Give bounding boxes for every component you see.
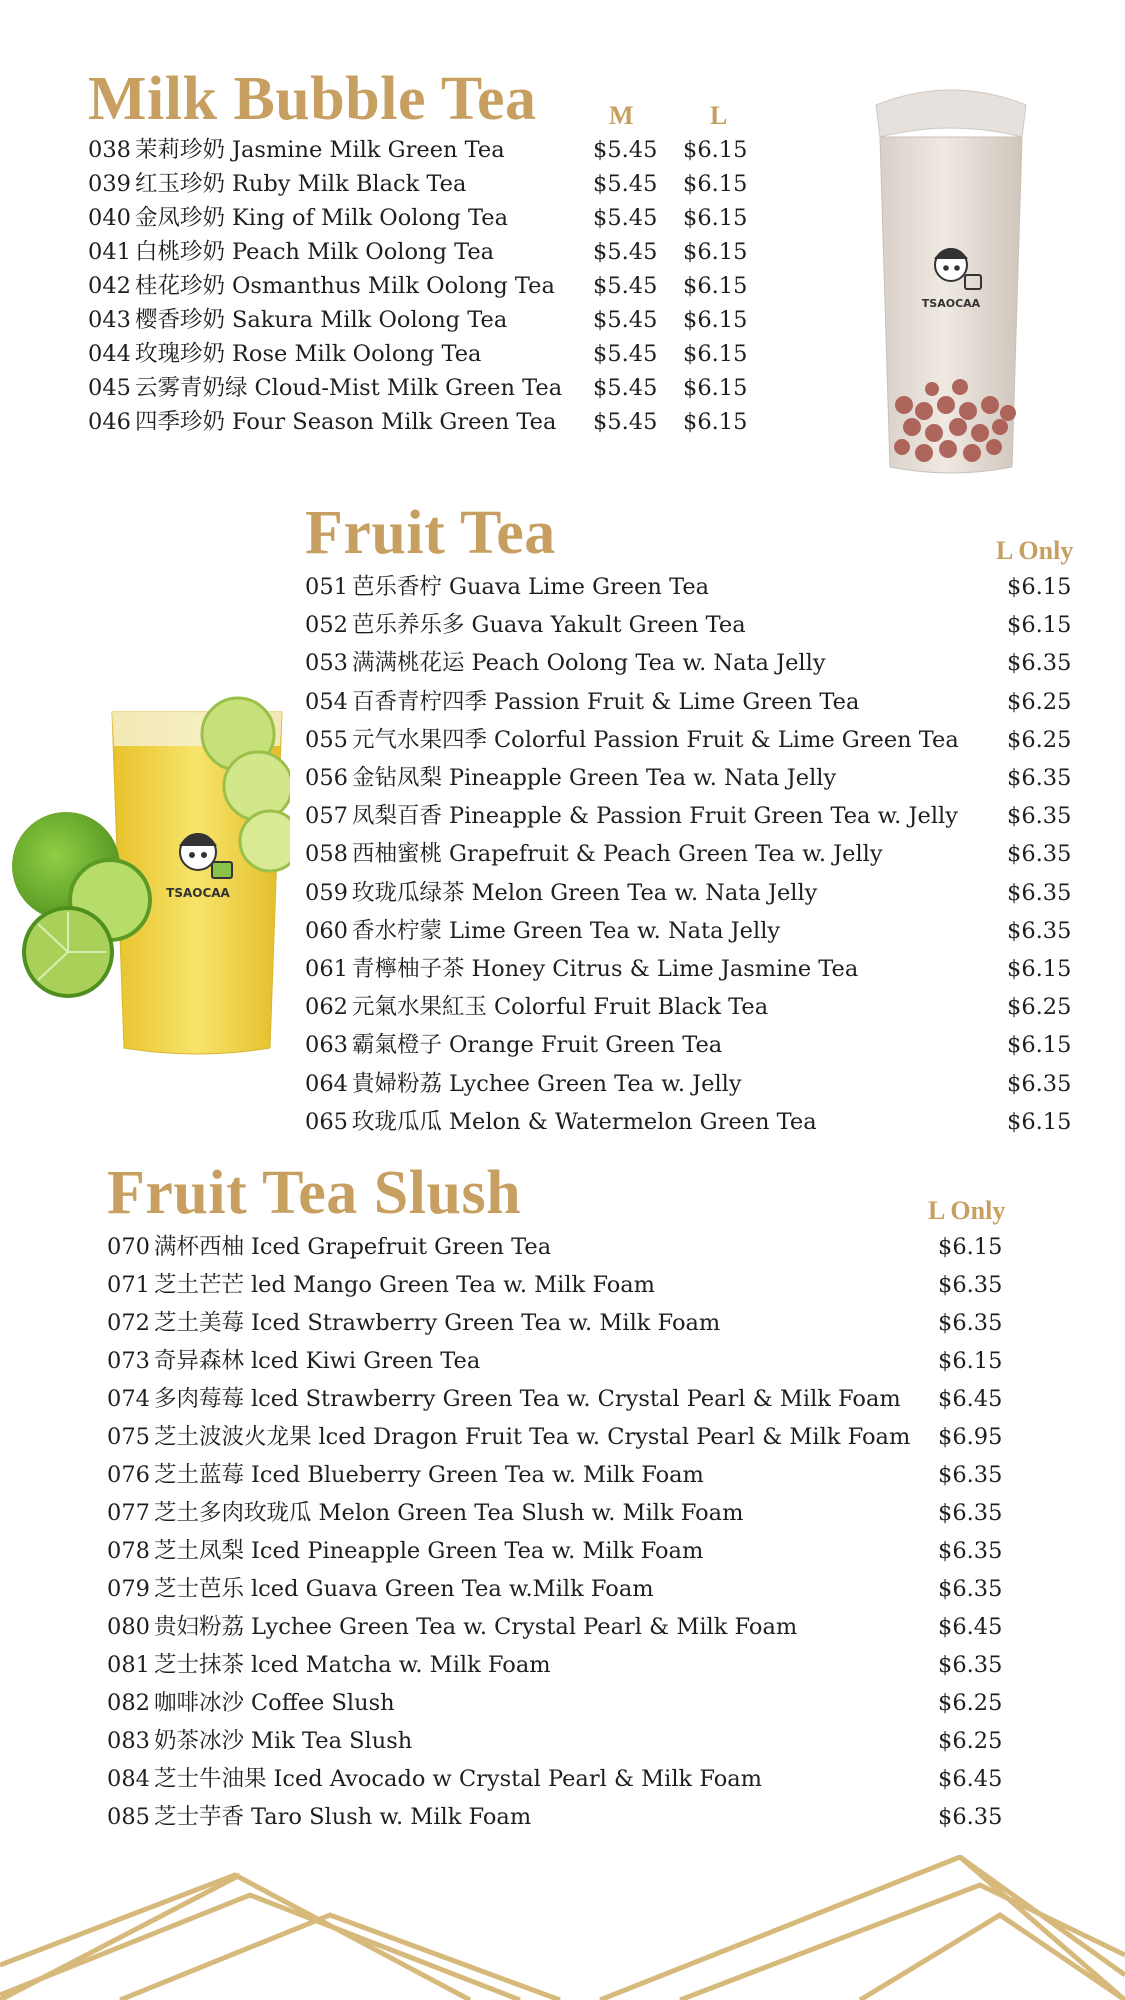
section-title-fruit-tea-slush: Fruit Tea Slush	[107, 1159, 522, 1227]
item-price: $5.45	[593, 307, 658, 333]
menu-item	[88, 167, 466, 201]
menu-item	[107, 1268, 655, 1302]
item-english-name: Coffee Slush	[250, 1690, 395, 1716]
item-code: 060	[305, 917, 348, 944]
item-english-name: Taro Slush w. Milk Foam	[250, 1804, 532, 1830]
menu-item	[305, 761, 836, 795]
item-code: 071	[107, 1272, 150, 1298]
item-chinese-name: 霸氣橙子	[351, 1032, 442, 1059]
item-chinese-name: 芝士芋香	[153, 1804, 244, 1830]
item-chinese-name: 芝士抹茶	[153, 1652, 244, 1678]
item-code: 042	[88, 273, 131, 299]
cup-brand-text-fruit: TSAOCAA	[166, 886, 230, 900]
item-price: $6.35	[1007, 917, 1072, 944]
item-price: $6.35	[1007, 803, 1072, 830]
menu-item	[305, 990, 768, 1024]
item-code: 084	[107, 1766, 150, 1792]
item-code: 075	[107, 1424, 150, 1450]
menu-item	[305, 914, 780, 948]
item-price: $6.45	[938, 1614, 1003, 1640]
item-english-name: Guava Lime Green Tea	[448, 574, 710, 600]
item-price: $6.25	[1007, 994, 1072, 1021]
item-chinese-name: 奇异森林	[153, 1348, 244, 1374]
item-chinese-name: 贵妇粉荔	[153, 1614, 244, 1640]
item-price: $6.35	[938, 1500, 1003, 1526]
item-chinese-name: 云雾青奶绿	[134, 375, 248, 401]
item-english-name: Honey Citrus & Lime Jasmine Tea	[471, 956, 859, 982]
item-price: $6.35	[1007, 879, 1072, 906]
item-english-name: Passion Fruit & Lime Green Tea	[493, 688, 860, 715]
menu-item	[88, 371, 562, 405]
item-chinese-name: 茉莉珍奶	[134, 137, 225, 163]
section-title-milk-bubble-tea: Milk Bubble Tea	[88, 65, 537, 133]
item-english-name: Mik Tea Slush	[250, 1728, 413, 1754]
item-chinese-name: 元氣水果紅玉	[351, 994, 487, 1021]
item-code: 054	[305, 688, 348, 715]
item-code: 045	[88, 375, 131, 401]
item-code: 039	[88, 171, 131, 197]
item-chinese-name: 芝土多肉玫珑瓜	[153, 1500, 312, 1526]
item-price: $6.15	[1007, 1032, 1072, 1059]
item-chinese-name: 玫瑰珍奶	[134, 341, 225, 367]
item-english-name: Melon Green Tea Slush w. Milk Foam	[318, 1500, 744, 1526]
item-price: $6.35	[938, 1462, 1003, 1488]
size-label-l-only-fruit: L Only	[996, 536, 1074, 565]
item-price: $6.35	[938, 1272, 1003, 1298]
item-english-name: Pineapple Green Tea w. Nata Jelly	[448, 765, 837, 791]
item-english-name: lced Strawberry Green Tea w. Crystal Pearl & Milk Foam	[250, 1386, 901, 1412]
item-chinese-name: 玫珑瓜瓜	[351, 1108, 442, 1135]
item-english-name: Iced Blueberry Green Tea w. Milk Foam	[250, 1462, 704, 1488]
item-price: $6.25	[938, 1690, 1003, 1716]
menu-item	[305, 952, 858, 986]
item-price: $6.25	[1007, 726, 1072, 753]
menu-item	[305, 646, 826, 680]
item-english-name: Jasmine Milk Green Tea	[231, 137, 505, 163]
item-price: $5.45	[593, 375, 658, 401]
item-chinese-name: 青檸柚子茶	[351, 956, 465, 982]
item-price: $6.35	[938, 1652, 1003, 1678]
item-english-name: Osmanthus Milk Oolong Tea	[231, 273, 555, 299]
item-code: 051	[305, 574, 348, 600]
item-chinese-name: 白桃珍奶	[134, 239, 225, 265]
item-code: 058	[305, 841, 348, 868]
item-chinese-name: 凤梨百香	[351, 803, 442, 830]
menu-item	[107, 1724, 412, 1758]
item-english-name: Four Season Milk Green Tea	[231, 409, 557, 435]
item-price: $6.25	[1007, 688, 1072, 715]
milk-tea-cup-image	[862, 75, 1040, 483]
item-chinese-name: 貴婦粉荔	[351, 1070, 442, 1097]
section-title-fruit-tea: Fruit Tea	[305, 499, 556, 567]
item-english-name: Ruby Milk Black Tea	[231, 171, 467, 197]
item-code: 056	[305, 765, 348, 791]
menu-item	[107, 1686, 395, 1720]
menu-item	[88, 337, 481, 371]
item-chinese-name: 樱香珍奶	[134, 307, 225, 333]
item-price: $6.15	[1007, 956, 1072, 982]
item-chinese-name: 咖啡冰沙	[153, 1690, 244, 1716]
item-chinese-name: 满杯西柚	[153, 1234, 244, 1260]
item-code: 052	[305, 612, 348, 639]
item-chinese-name: 芭乐香柠	[351, 574, 442, 600]
item-code: 057	[305, 803, 348, 830]
item-price: $6.35	[1007, 1070, 1072, 1097]
item-price: $6.35	[1007, 765, 1072, 791]
item-chinese-name: 芭乐养乐多	[351, 612, 465, 639]
menu-item	[107, 1800, 531, 1834]
item-price: $6.15	[683, 273, 748, 299]
size-label-m: M	[609, 101, 634, 130]
item-price: $6.35	[938, 1576, 1003, 1602]
menu-item	[107, 1230, 551, 1264]
menu-item	[107, 1306, 720, 1340]
item-price: $6.15	[683, 375, 748, 401]
menu-item	[305, 723, 959, 757]
item-code: 077	[107, 1500, 150, 1526]
item-english-name: Lychee Green Tea w. Jelly	[448, 1070, 742, 1097]
menu-item	[107, 1382, 901, 1416]
item-english-name: Iced Avocado w Crystal Pearl & Milk Foam	[273, 1766, 763, 1792]
item-code: 065	[305, 1108, 348, 1135]
item-price: $6.15	[683, 171, 748, 197]
menu-item	[107, 1458, 704, 1492]
item-code: 063	[305, 1032, 348, 1059]
item-code: 070	[107, 1234, 150, 1260]
item-chinese-name: 芝土芒芒	[153, 1272, 244, 1298]
item-chinese-name: 香水柠蒙	[351, 917, 442, 944]
menu-item	[305, 1105, 817, 1139]
item-code: 053	[305, 650, 348, 677]
menu-item	[305, 799, 958, 833]
item-price: $6.15	[1007, 1108, 1072, 1135]
item-chinese-name: 四季珍奶	[134, 409, 225, 435]
item-english-name: Melon & Watermelon Green Tea	[448, 1108, 817, 1135]
item-price: $6.35	[938, 1538, 1003, 1564]
menu-item	[88, 235, 494, 269]
item-price: $6.35	[938, 1310, 1003, 1336]
item-code: 062	[305, 994, 348, 1021]
menu-item	[107, 1534, 703, 1568]
item-price: $6.35	[1007, 650, 1072, 677]
item-english-name: Colorful Fruit Black Tea	[493, 994, 769, 1021]
item-code: 064	[305, 1070, 348, 1097]
item-chinese-name: 芝土波波火龙果	[153, 1424, 312, 1450]
item-price: $6.15	[683, 239, 748, 265]
item-english-name: lced Kiwi Green Tea	[250, 1348, 481, 1374]
item-english-name: Iced Pineapple Green Tea w. Milk Foam	[250, 1538, 704, 1564]
item-english-name: Lime Green Tea w. Nata Jelly	[448, 917, 781, 944]
item-price: $6.15	[683, 409, 748, 435]
item-english-name: Pineapple & Passion Fruit Green Tea w. Jelly	[448, 803, 958, 830]
item-english-name: lced Guava Green Tea w.Milk Foam	[250, 1576, 654, 1602]
item-english-name: Sakura Milk Oolong Tea	[231, 307, 508, 333]
item-english-name: Rose Milk Oolong Tea	[231, 341, 482, 367]
menu-item	[305, 608, 746, 642]
item-english-name: Lychee Green Tea w. Crystal Pearl & Milk Foam	[250, 1614, 798, 1640]
item-price: $6.15	[683, 307, 748, 333]
item-code: 055	[305, 726, 348, 753]
item-code: 083	[107, 1728, 150, 1754]
menu-item	[107, 1572, 654, 1606]
item-chinese-name: 芝土凤梨	[153, 1538, 244, 1564]
item-code: 079	[107, 1576, 150, 1602]
item-code: 059	[305, 879, 348, 906]
item-price: $6.15	[683, 137, 748, 163]
item-english-name: Grapefruit & Peach Green Tea w. Jelly	[448, 841, 883, 868]
item-code: 041	[88, 239, 131, 265]
item-code: 038	[88, 137, 131, 163]
item-chinese-name: 红玉珍奶	[134, 171, 225, 197]
item-code: 085	[107, 1804, 150, 1830]
item-english-name: Iced Strawberry Green Tea w. Milk Foam	[250, 1310, 721, 1336]
menu-item	[88, 201, 508, 235]
menu-item	[305, 837, 883, 871]
item-code: 076	[107, 1462, 150, 1488]
item-english-name: Peach Milk Oolong Tea	[231, 239, 495, 265]
item-code: 043	[88, 307, 131, 333]
item-code: 081	[107, 1652, 150, 1678]
item-price: $6.15	[1007, 574, 1072, 600]
cup-brand-text: TSAOCAA	[921, 297, 981, 310]
menu-item	[107, 1610, 797, 1644]
menu-item	[305, 876, 817, 910]
item-chinese-name: 桂花珍奶	[134, 273, 225, 299]
menu-item	[88, 405, 556, 439]
menu-item	[107, 1762, 762, 1796]
item-price: $6.15	[938, 1234, 1003, 1260]
item-price: $5.45	[593, 273, 658, 299]
menu-item	[305, 685, 859, 719]
fruit-tea-cup-image	[8, 676, 290, 1060]
item-price: $5.45	[593, 171, 658, 197]
item-chinese-name: 金凤珍奶	[134, 205, 225, 231]
item-price: $6.15	[1007, 612, 1072, 639]
item-price: $5.45	[593, 137, 658, 163]
item-price: $6.15	[683, 341, 748, 367]
item-english-name: led Mango Green Tea w. Milk Foam	[250, 1272, 656, 1298]
item-price: $6.15	[683, 205, 748, 231]
size-label-l: L	[710, 101, 728, 130]
menu-item	[305, 1028, 722, 1062]
menu-item	[107, 1344, 480, 1378]
item-code: 074	[107, 1386, 150, 1412]
item-price: $5.45	[593, 409, 658, 435]
item-chinese-name: 芝士牛油果	[153, 1766, 267, 1792]
item-english-name: Orange Fruit Green Tea	[448, 1032, 723, 1059]
item-price: $5.45	[593, 239, 658, 265]
menu-item	[107, 1496, 743, 1530]
item-chinese-name: 芝土美莓	[153, 1310, 244, 1336]
item-english-name: Melon Green Tea w. Nata Jelly	[471, 879, 818, 906]
item-chinese-name: 芝士芭乐	[153, 1576, 244, 1602]
item-price: $6.25	[938, 1728, 1003, 1754]
item-price: $6.95	[938, 1424, 1003, 1450]
item-code: 082	[107, 1690, 150, 1716]
item-english-name: Guava Yakult Green Tea	[471, 612, 746, 639]
menu-item	[107, 1648, 551, 1682]
item-price: $6.45	[938, 1386, 1003, 1412]
item-code: 061	[305, 956, 348, 982]
size-label-l-only-slush: L Only	[928, 1196, 1006, 1225]
item-chinese-name: 元气水果四季	[351, 726, 487, 753]
item-price: $6.35	[1007, 841, 1072, 868]
item-english-name: lced Matcha w. Milk Foam	[250, 1652, 551, 1678]
item-english-name: Iced Grapefruit Green Tea	[250, 1234, 552, 1260]
menu-item	[305, 1067, 742, 1101]
item-price: $6.15	[938, 1348, 1003, 1374]
menu-item	[88, 303, 507, 337]
item-chinese-name: 芝土蓝莓	[153, 1462, 244, 1488]
gold-line-decoration	[0, 1855, 1125, 2000]
item-english-name: lced Dragon Fruit Tea w. Crystal Pearl & Milk Foam	[318, 1424, 911, 1450]
item-english-name: Cloud-Mist Milk Green Tea	[254, 375, 563, 401]
item-price: $6.45	[938, 1766, 1003, 1792]
item-chinese-name: 满满桃花运	[351, 650, 465, 677]
item-code: 044	[88, 341, 131, 367]
item-code: 040	[88, 205, 131, 231]
item-chinese-name: 多肉莓莓	[153, 1386, 244, 1412]
menu-item	[305, 570, 709, 604]
item-code: 072	[107, 1310, 150, 1336]
item-chinese-name: 西柚蜜桃	[351, 841, 442, 868]
item-english-name: Colorful Passion Fruit & Lime Green Tea	[493, 726, 959, 753]
item-english-name: King of Milk Oolong Tea	[231, 205, 509, 231]
item-code: 080	[107, 1614, 150, 1640]
item-code: 046	[88, 409, 131, 435]
menu-item	[88, 269, 555, 303]
item-code: 078	[107, 1538, 150, 1564]
item-chinese-name: 奶茶冰沙	[153, 1728, 244, 1754]
item-english-name: Peach Oolong Tea w. Nata Jelly	[471, 650, 826, 677]
item-price: $6.35	[938, 1804, 1003, 1830]
item-chinese-name: 玫珑瓜绿茶	[351, 879, 465, 906]
item-price: $5.45	[593, 205, 658, 231]
item-chinese-name: 百香青柠四季	[351, 688, 487, 715]
item-price: $5.45	[593, 341, 658, 367]
menu-item	[107, 1420, 910, 1454]
item-chinese-name: 金钻凤梨	[351, 765, 442, 791]
menu-item	[88, 133, 505, 167]
item-code: 073	[107, 1348, 150, 1374]
